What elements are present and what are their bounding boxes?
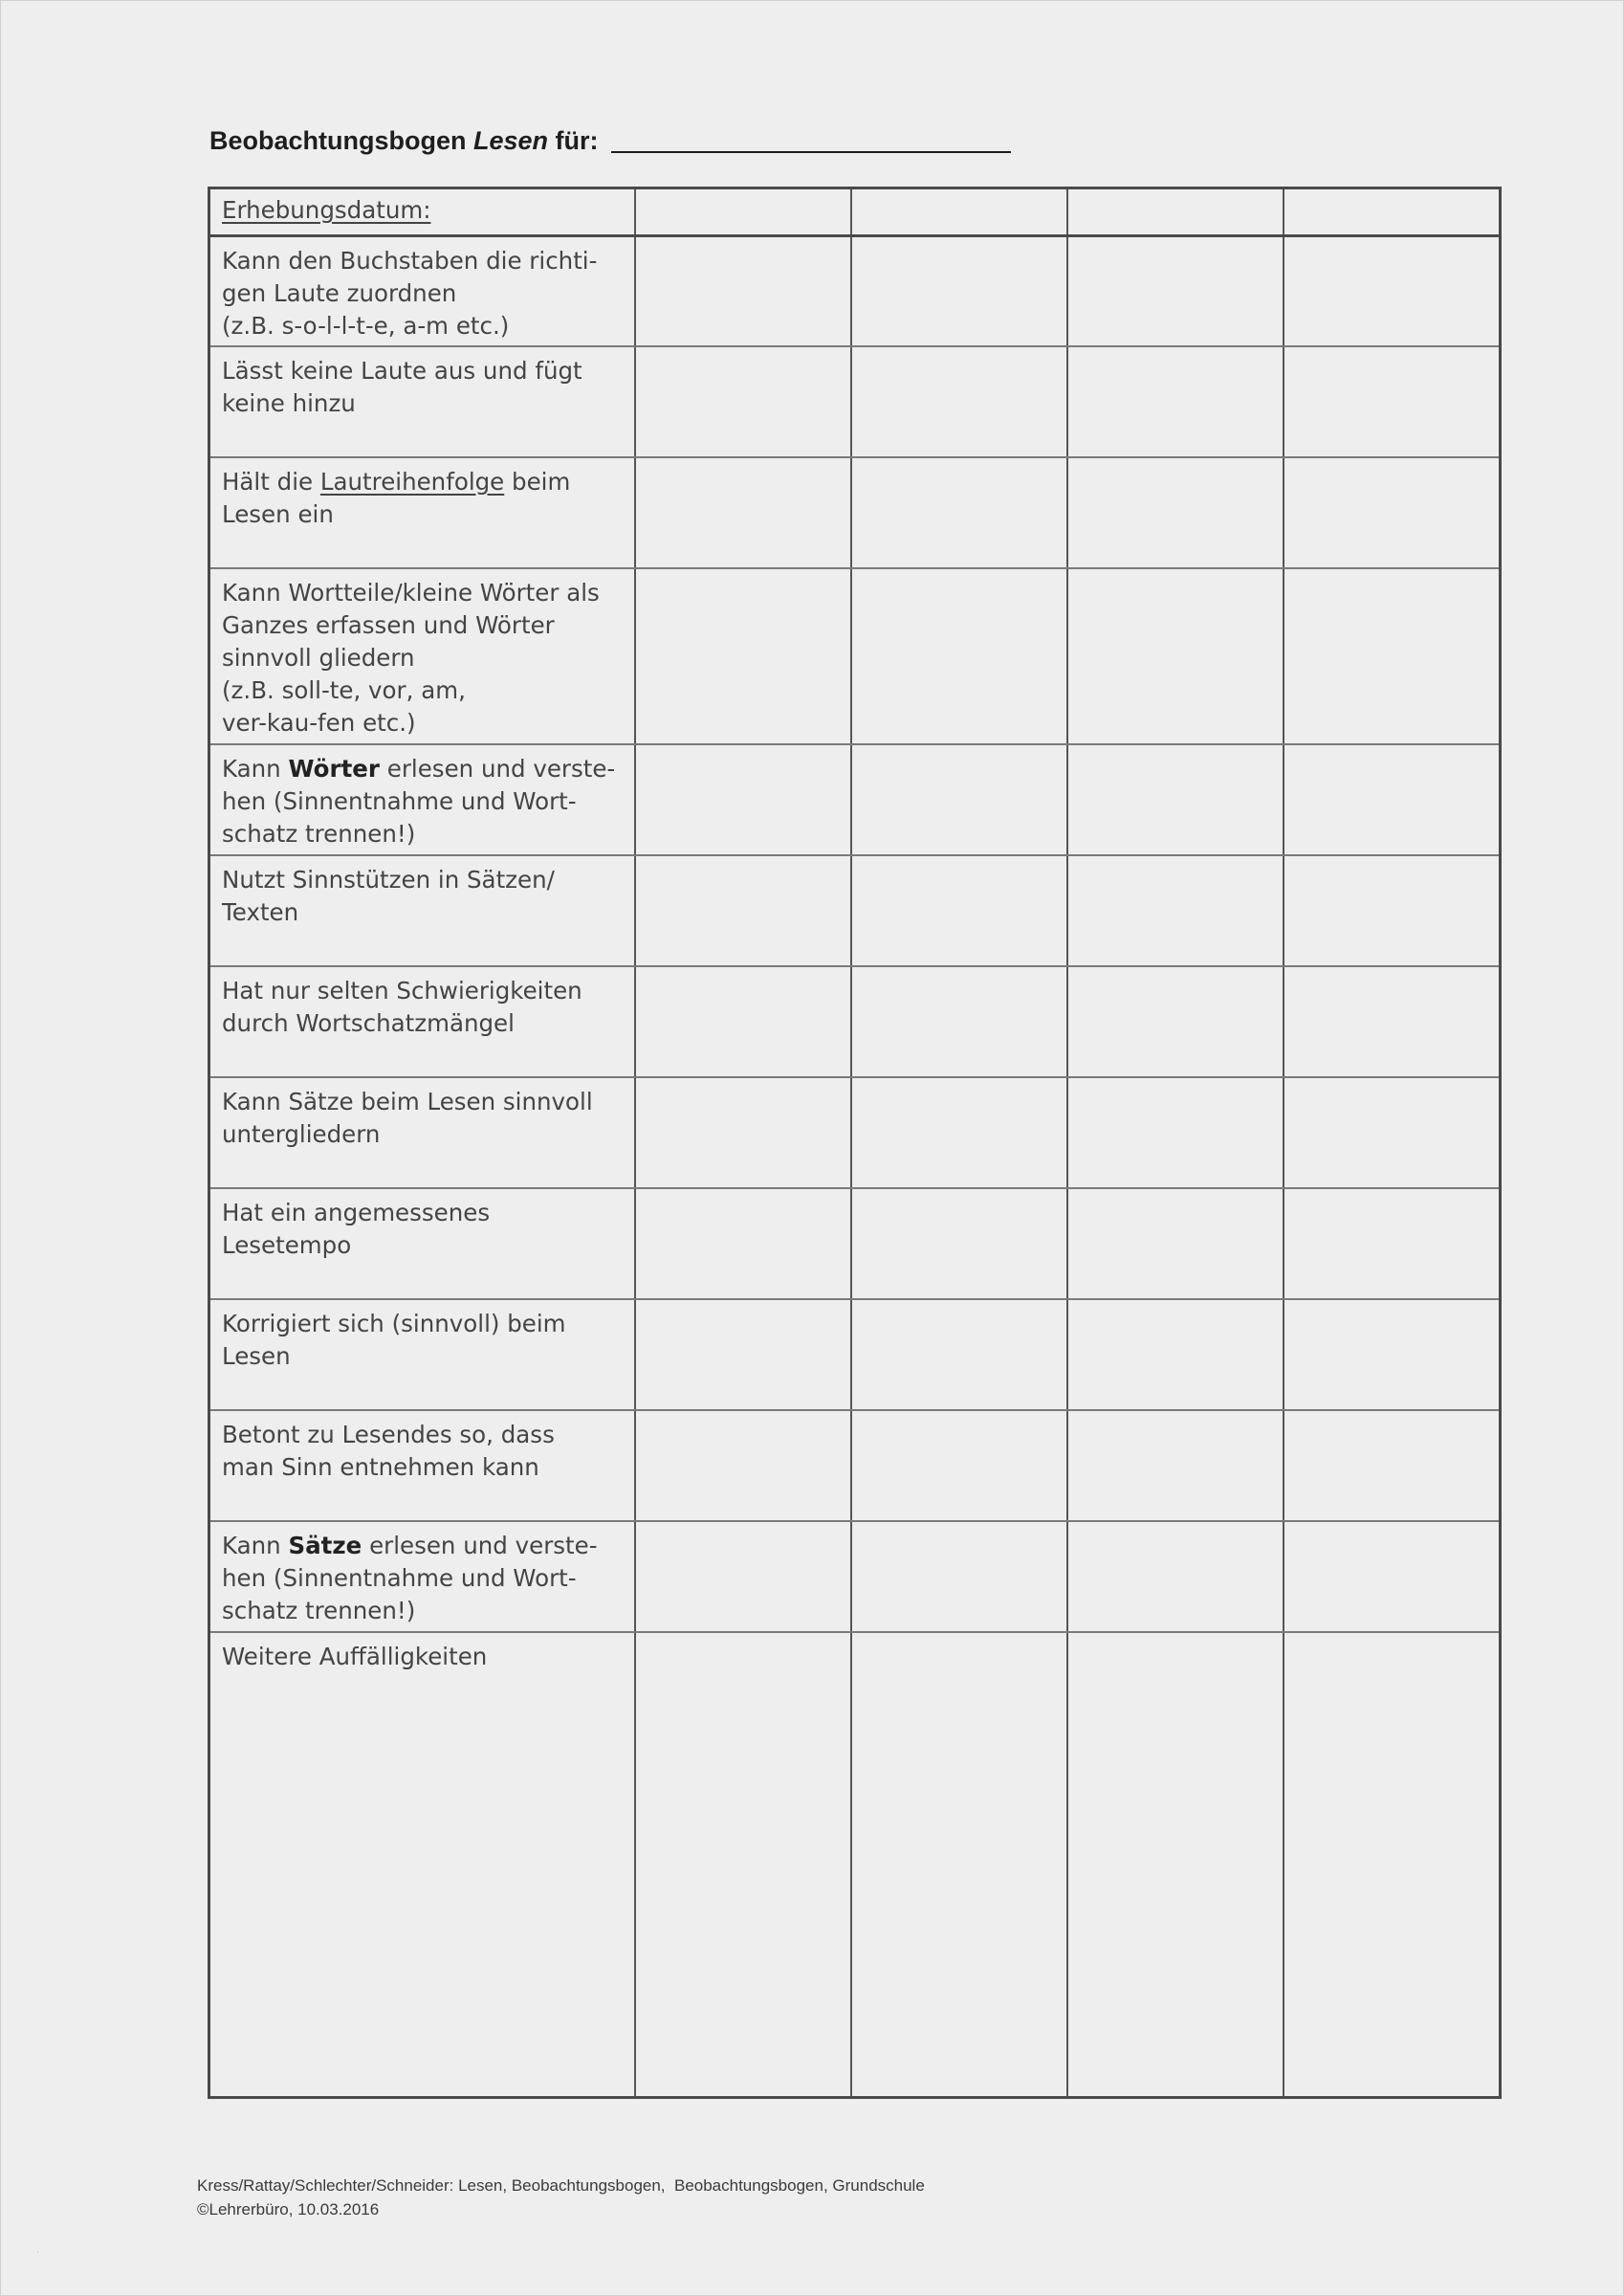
observation-cell[interactable]	[1284, 1077, 1501, 1188]
observation-cell[interactable]	[1067, 1299, 1284, 1410]
criterion-label	[209, 568, 635, 744]
observation-cell[interactable]	[1284, 855, 1501, 966]
criterion-text: Lesetempo	[222, 1231, 352, 1259]
criterion-text: gen Laute zuordnen	[222, 279, 457, 307]
observation-cell[interactable]	[851, 568, 1067, 744]
criterion-text: erlesen und verste-	[379, 755, 616, 783]
criterion-text: Hält die	[222, 468, 320, 496]
observation-cell[interactable]	[851, 1521, 1067, 1632]
criterion-row	[209, 1077, 1501, 1188]
observation-cell[interactable]	[1284, 236, 1501, 347]
observation-cell[interactable]	[1284, 1410, 1501, 1521]
observation-cell[interactable]	[1284, 1299, 1501, 1410]
observation-cell[interactable]	[1067, 1410, 1284, 1521]
criterion-text: Korrigiert sich (sinnvoll) beim	[222, 1310, 566, 1337]
criterion-text: untergliedern	[222, 1120, 381, 1148]
observation-cell[interactable]	[851, 966, 1067, 1077]
header-row	[209, 188, 1501, 236]
observation-cell[interactable]	[635, 744, 851, 855]
criterion-label	[209, 1632, 635, 2098]
criterion-text: Hat nur selten Schwierigkeiten	[222, 977, 582, 1004]
criterion-text: Lässt keine Laute aus und fügt	[222, 357, 582, 385]
observation-cell[interactable]	[635, 1521, 851, 1632]
observation-cell[interactable]	[635, 346, 851, 457]
observation-cell[interactable]	[851, 346, 1067, 457]
criterion-text: ver-kau-fen etc.)	[222, 709, 416, 737]
observation-cell[interactable]	[851, 236, 1067, 347]
criterion-label	[209, 1410, 635, 1521]
criterion-text: Lesen	[222, 1342, 291, 1370]
criterion-text: beim	[504, 468, 571, 496]
criterion-row	[209, 744, 1501, 855]
title-prefix: Beobachtungsbogen	[209, 126, 473, 155]
criterion-text: Hat ein angemessenes	[222, 1199, 491, 1226]
criterion-label	[209, 855, 635, 966]
criterion-row	[209, 346, 1501, 457]
observation-cell[interactable]	[635, 1632, 851, 2098]
criterion-underlined-term: Lautreihenfolge	[319, 468, 505, 496]
observation-cell[interactable]	[635, 1299, 851, 1410]
criterion-label	[209, 1188, 635, 1299]
footer	[197, 2174, 925, 2221]
observation-cell[interactable]	[635, 1077, 851, 1188]
criterion-row	[209, 855, 1501, 966]
criterion-text: erlesen und verste-	[362, 1532, 598, 1559]
scan-mark: ·	[36, 2248, 39, 2258]
observation-cell[interactable]	[635, 855, 851, 966]
criterion-text: durch Wortschatzmängel	[222, 1009, 515, 1037]
observation-cell[interactable]	[1067, 1632, 1284, 2098]
criterion-text: hen (Sinnentnahme und Wort-	[222, 787, 577, 815]
observation-cell[interactable]	[1067, 568, 1284, 744]
observation-cell[interactable]	[1284, 1521, 1501, 1632]
criterion-row	[209, 1299, 1501, 1410]
observation-cell[interactable]	[851, 1299, 1067, 1410]
observation-cell[interactable]	[1284, 1632, 1501, 2098]
criterion-text: Kann Wortteile/kleine Wörter als	[222, 579, 600, 607]
observation-cell[interactable]	[851, 855, 1067, 966]
criterion-text: man Sinn entnehmen kann	[222, 1453, 539, 1481]
criterion-label	[209, 1521, 635, 1632]
observation-cell[interactable]	[1284, 457, 1501, 568]
observation-cell[interactable]	[635, 568, 851, 744]
observation-cell[interactable]	[851, 457, 1067, 568]
criterion-row	[209, 1410, 1501, 1521]
criterion-row	[209, 1632, 1501, 2098]
observation-cell[interactable]	[1067, 744, 1284, 855]
criterion-row	[209, 457, 1501, 568]
observation-cell[interactable]	[1067, 346, 1284, 457]
observation-cell[interactable]	[635, 1188, 851, 1299]
criterion-text: schatz trennen!)	[222, 820, 416, 848]
criterion-label	[209, 1299, 635, 1410]
observation-cell[interactable]	[1284, 346, 1501, 457]
criterion-row	[209, 966, 1501, 1077]
criterion-text: (z.B. s-o-l-l-t-e, a-m etc.)	[222, 312, 510, 340]
observation-cell[interactable]	[1067, 855, 1284, 966]
observation-cell[interactable]	[1067, 966, 1284, 1077]
title-italic: Lesen	[473, 126, 549, 155]
observation-cell[interactable]	[635, 1410, 851, 1521]
criterion-label	[209, 744, 635, 855]
criterion-text: (z.B. soll-te, vor, am,	[222, 676, 466, 704]
date-label: Erhebungsdatum:	[222, 196, 431, 224]
sheet-title	[209, 126, 1011, 156]
criterion-text: Ganzes erfassen und Wörter	[222, 611, 555, 639]
footer-line-2: ©Lehrerbüro, 10.03.2016	[197, 2200, 380, 2219]
observation-cell[interactable]	[1284, 966, 1501, 1077]
observation-cell[interactable]	[851, 1632, 1067, 2098]
footer-line-1: Kress/Rattay/Schlechter/Schneider: Lesen, Beobachtungsbogen, Beobachtungsbogen, Grundschule	[197, 2176, 925, 2195]
observation-cell[interactable]	[1284, 568, 1501, 744]
criterion-row	[209, 1188, 1501, 1299]
criterion-text: keine hinzu	[222, 389, 356, 417]
header-label-cell	[209, 188, 635, 236]
title-suffix: für:	[548, 126, 599, 155]
observation-cell[interactable]	[851, 1188, 1067, 1299]
observation-cell[interactable]	[1284, 744, 1501, 855]
criterion-row	[209, 236, 1501, 347]
observation-cell[interactable]	[1067, 1188, 1284, 1299]
criterion-text: hen (Sinnentnahme und Wort-	[222, 1564, 577, 1592]
criterion-text: Kann den Buchstaben die richti-	[222, 247, 598, 275]
observation-table	[208, 187, 1502, 2099]
name-blank-line[interactable]	[611, 126, 1011, 153]
criterion-text: Kann	[222, 1532, 289, 1559]
criterion-text: schatz trennen!)	[222, 1597, 416, 1624]
observation-cell[interactable]	[1067, 236, 1284, 347]
observation-cell[interactable]	[635, 236, 851, 347]
criterion-text: Kann	[222, 755, 289, 783]
criterion-label	[209, 457, 635, 568]
observation-cell[interactable]	[1067, 1077, 1284, 1188]
criterion-text: Lesen ein	[222, 500, 334, 528]
criterion-label	[209, 1077, 635, 1188]
observation-cell[interactable]	[635, 966, 851, 1077]
date-cell[interactable]	[1284, 188, 1501, 236]
criterion-label	[209, 236, 635, 347]
date-cell[interactable]	[635, 188, 851, 236]
criterion-text: Nutzt Sinnstützen in Sätzen/	[222, 866, 555, 894]
criterion-text: Kann Sätze beim Lesen sinnvoll	[222, 1088, 593, 1115]
criterion-text: Weitere Auffälligkeiten	[222, 1643, 488, 1670]
criterion-text: Texten	[222, 898, 299, 926]
criterion-row	[209, 1521, 1501, 1632]
observation-cell[interactable]	[1284, 1188, 1501, 1299]
criterion-bold-term: Sätze	[288, 1532, 362, 1559]
observation-cell[interactable]	[851, 1410, 1067, 1521]
observation-cell[interactable]	[1067, 1521, 1284, 1632]
criterion-label	[209, 966, 635, 1077]
criterion-text: sinnvoll gliedern	[222, 644, 415, 672]
criterion-row	[209, 568, 1501, 744]
observation-cell[interactable]	[851, 1077, 1067, 1188]
observation-cell[interactable]	[1067, 457, 1284, 568]
criterion-text: Betont zu Lesendes so, dass	[222, 1421, 555, 1448]
observation-cell[interactable]	[635, 457, 851, 568]
criterion-label	[209, 346, 635, 457]
date-cell[interactable]	[851, 188, 1067, 236]
observation-cell[interactable]	[851, 744, 1067, 855]
criterion-bold-term: Wörter	[288, 755, 380, 783]
date-cell[interactable]	[1067, 188, 1284, 236]
